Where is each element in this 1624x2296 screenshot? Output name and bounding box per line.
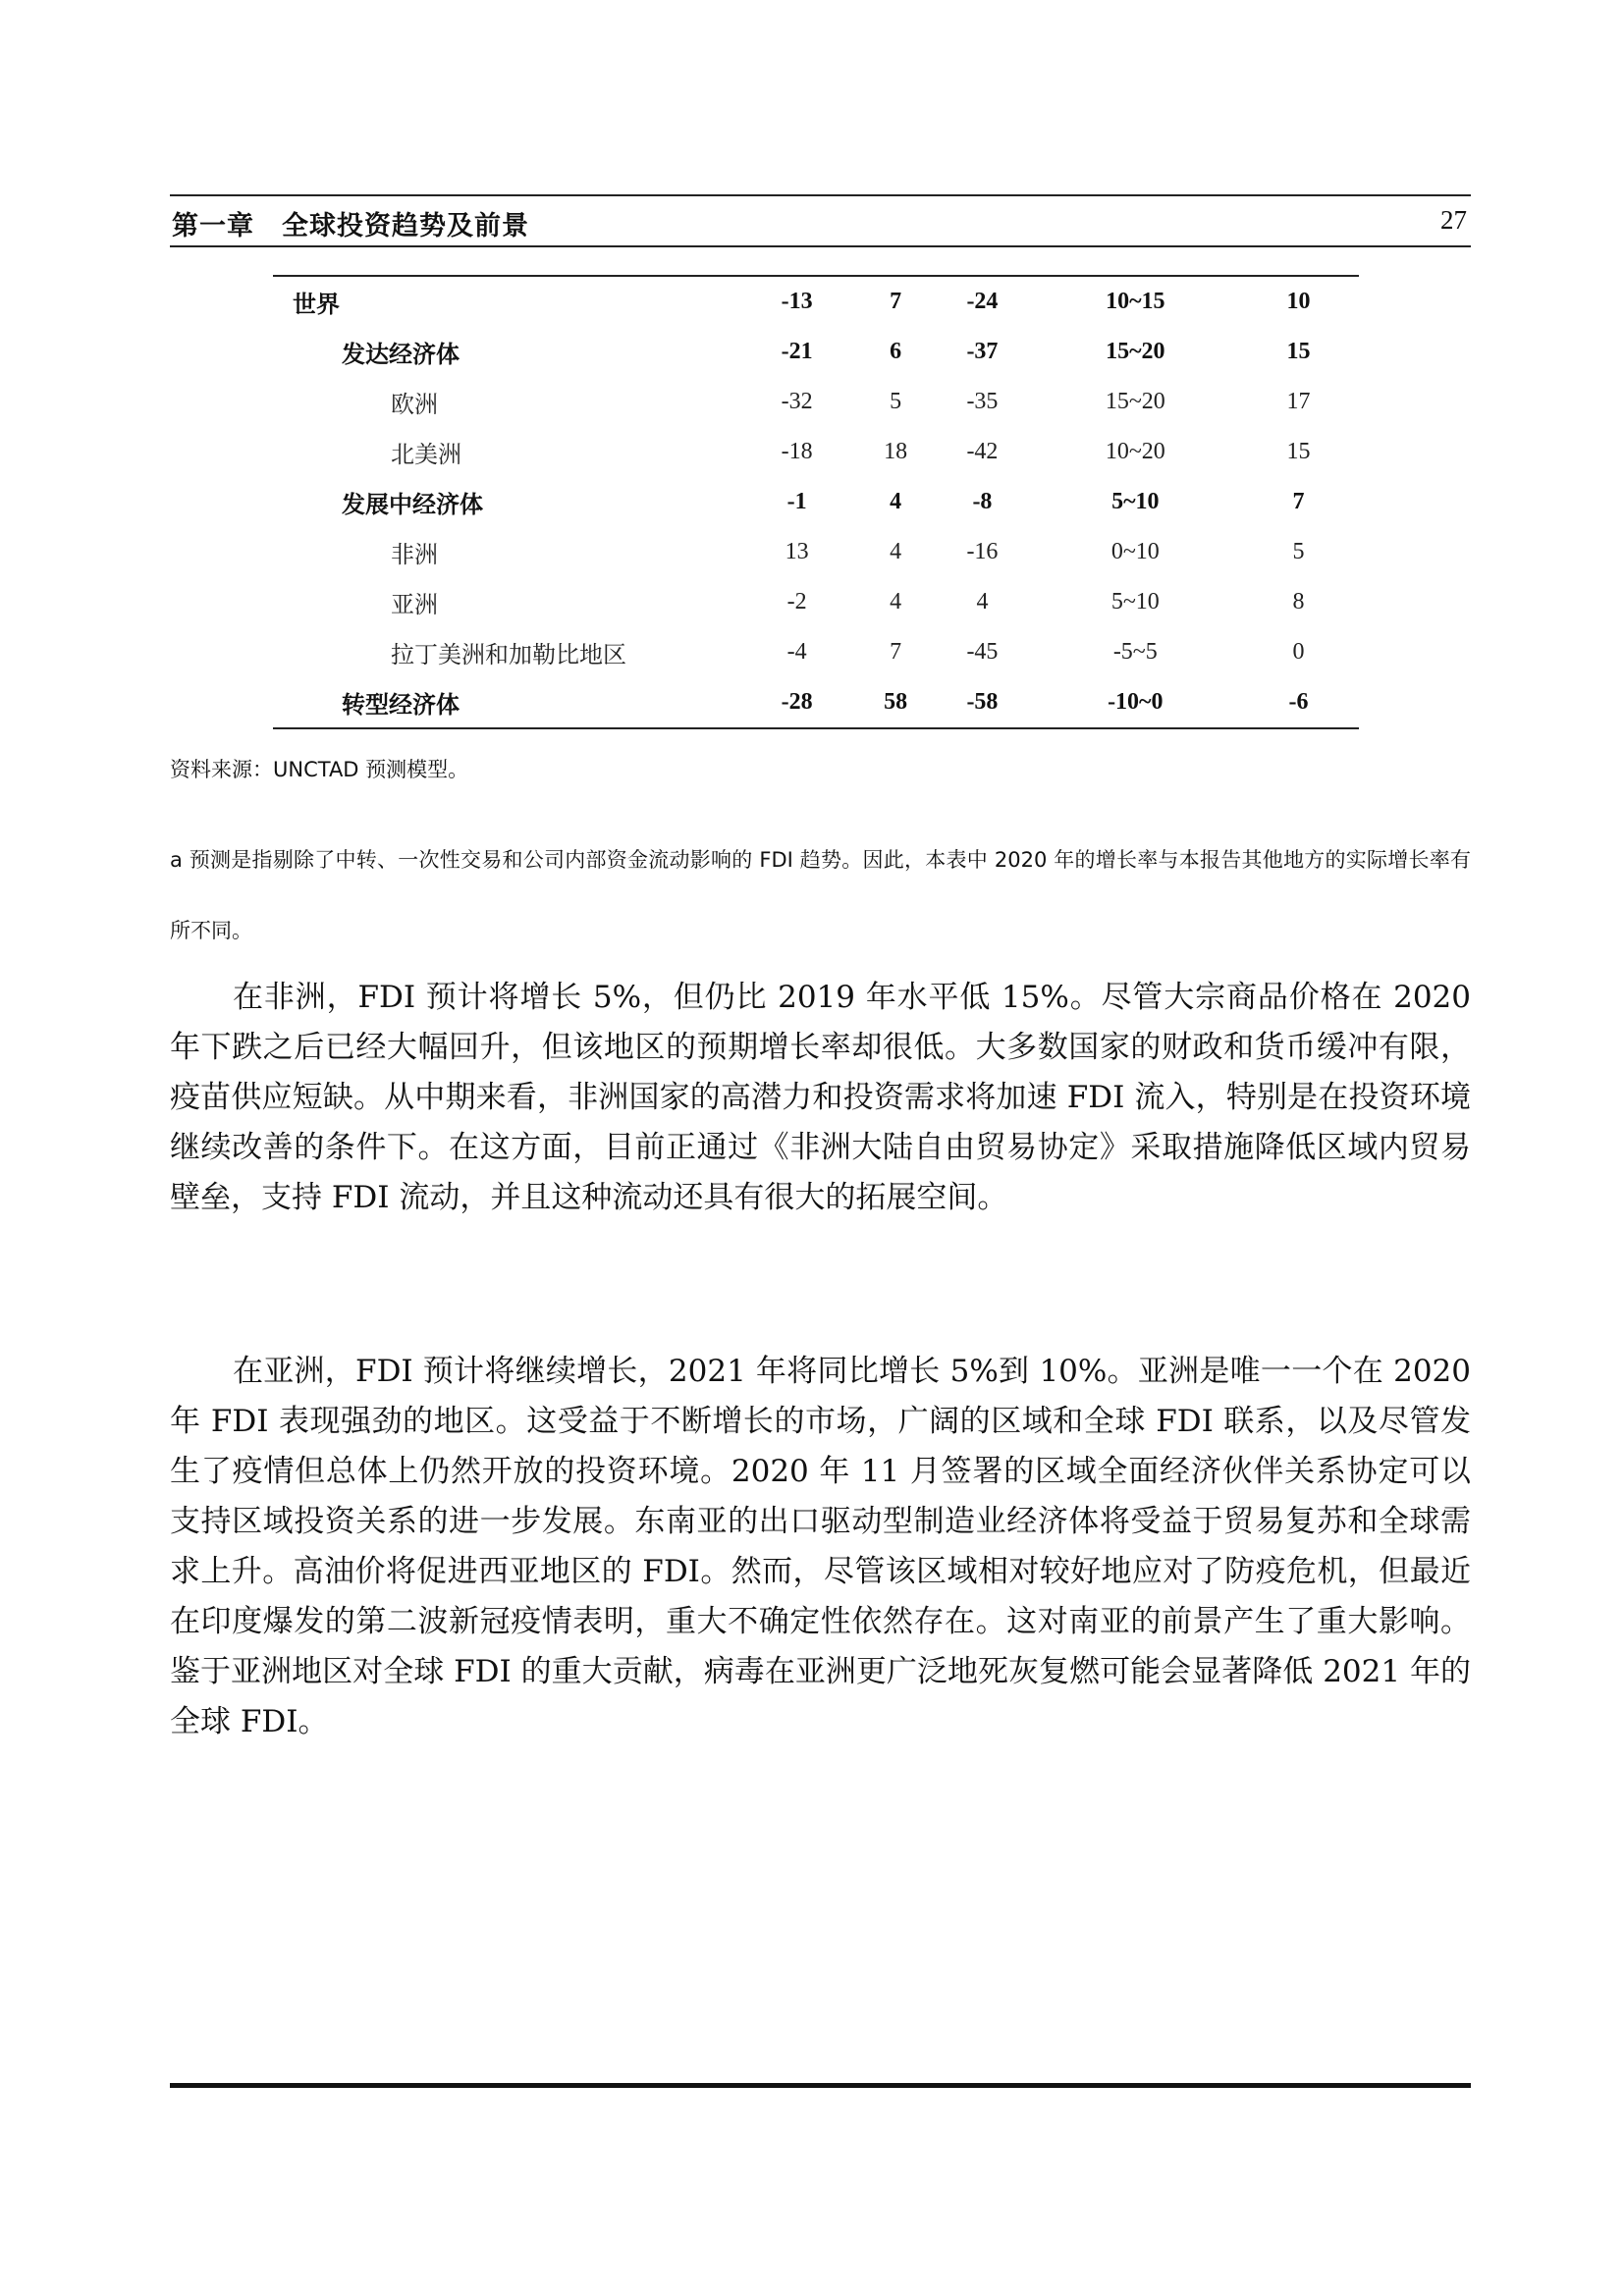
table-cell: -18 [781, 439, 813, 464]
table-cell: -35 [966, 389, 999, 414]
table-row-asia [273, 577, 1359, 627]
table-cell: 4 [890, 489, 902, 514]
table-cell: -21 [781, 339, 813, 364]
table-cell: -42 [966, 439, 999, 464]
table-cell: -58 [966, 689, 999, 715]
table-cell: -37 [966, 339, 999, 364]
table-footnote-a: a 预测是指剔除了中转、一次性交易和公司内部资金流动影响的 FDI 趋势。因此，本表中 2020 年的增长率与本报告其他地方的实际增长率有所不同。 [170, 848, 1471, 942]
table-cell: -45 [966, 639, 999, 665]
row-label: 亚洲 [391, 591, 438, 618]
table-cell: 7 [890, 639, 902, 665]
table-cell: 15 [1286, 439, 1311, 464]
table-cell: -1 [786, 489, 807, 514]
table-cell: 5~10 [1110, 589, 1160, 614]
row-label: 欧洲 [391, 391, 438, 418]
table-cell: -28 [781, 689, 813, 715]
table-row-developing [273, 477, 1359, 527]
table-cell: 5 [1292, 539, 1305, 564]
table-row-world [273, 276, 1359, 327]
footer-rule [170, 2083, 1471, 2088]
table-cell: 4 [890, 589, 902, 614]
table-cell: -32 [781, 389, 813, 414]
table-cell: 4 [890, 539, 902, 564]
table-cell: -5~5 [1112, 639, 1158, 665]
table-cell: 17 [1286, 389, 1311, 414]
table-cell: 0~10 [1110, 539, 1160, 564]
table-cell: 7 [890, 289, 902, 314]
table-cell: 15 [1286, 339, 1311, 364]
table-cell: -4 [786, 639, 807, 665]
table-cell: 10~20 [1105, 439, 1165, 464]
row-label: 北美洲 [391, 441, 461, 468]
table-source-note: 资料来源：UNCTAD 预测模型。 [170, 758, 469, 781]
table-cell: -24 [966, 289, 999, 314]
table-cell: 58 [884, 689, 908, 715]
table-row-transition [273, 677, 1359, 728]
fdi-forecast-table [273, 275, 1359, 729]
table-cell: 4 [976, 589, 989, 614]
table-cell: -8 [972, 489, 993, 514]
table-cell: 0 [1292, 639, 1305, 665]
table-row-europe [273, 377, 1359, 427]
table-cell: 10~15 [1106, 289, 1165, 314]
table-cell: 10 [1286, 289, 1311, 314]
table-cell: -10~0 [1108, 689, 1164, 715]
row-label: 非洲 [391, 541, 438, 568]
row-label: 发达经济体 [342, 341, 460, 368]
row-label: 拉丁美洲和加勒比地区 [391, 641, 626, 668]
table-cell: 18 [884, 439, 908, 464]
table-cell: 5~10 [1111, 489, 1160, 514]
chapter-title: 第一章 全球投资趋势及前景 [172, 211, 529, 241]
table-cell: -2 [786, 589, 807, 614]
table-cell: 15~20 [1106, 339, 1165, 364]
table-cell: 7 [1292, 489, 1305, 514]
paragraph-africa: 在非洲，FDI 预计将增长 5%，但仍比 2019 年水平低 15%。尽管大宗商品价格在 2020 年下跌之后已经大幅回升，但该地区的预期增长率却很低。大多数国家的财政和货币缓冲有限，疫苗供应短缺。从中期来看，非洲国家的高潜力和投资需求将加速 FDI 流入，特别是在投资环境继续改善的条件下。在这方面，目前正通过《非洲大陆自由贸易协定》采取措施降低区域内贸易壁垒，支持 FDI 流动，并且这种流动还具有很大的拓展空间。 [170, 980, 1471, 1215]
table-row-africa [273, 527, 1359, 577]
table-cell: 15~20 [1105, 389, 1165, 414]
table-cell: 8 [1292, 589, 1305, 614]
page-header [170, 194, 1471, 247]
page-number: 27 [1440, 205, 1467, 235]
table-cell: 6 [890, 339, 902, 364]
table-cell: 5 [890, 389, 902, 414]
table-cell: -13 [781, 289, 813, 314]
table-cell: -6 [1288, 689, 1309, 715]
table-row-north-america [273, 427, 1359, 477]
table-cell: -16 [966, 539, 999, 564]
row-label: 转型经济体 [342, 691, 460, 719]
table-cell: 13 [785, 539, 809, 564]
paragraph-asia: 在亚洲，FDI 预计将继续增长，2021 年将同比增长 5%到 10%。亚洲是唯一一个在 2020 年 FDI 表现强劲的地区。这受益于不断增长的市场，广阔的区域和全球 FDI 联系，以及尽管发生了疫情但总体上仍然开放的投资环境。2020 年 11 月签署的区域全面经济伙伴关系协定可以支持区域投资关系的进一步发展。东南亚的出口驱动型制造业经济体将受益于贸易复苏和全球需求上升。高油价将促进西亚地区的 FDI。然而，尽管该区域相对较好地应对了防疫危机，但最近在印度爆发的第二波新冠疫情表明，重大不确定性依然存在。这对南亚的前景产生了重大影响。鉴于亚洲地区对全球 FDI 的重大贡献，病毒在亚洲更广泛地死灰复燃可能会显著降低 2021 年的全球 FDI。 [170, 1354, 1471, 1739]
row-label: 世界 [293, 291, 340, 318]
table-row-latin-america [273, 627, 1359, 677]
table-row-developed [273, 327, 1359, 377]
row-label: 发展中经济体 [342, 491, 483, 518]
